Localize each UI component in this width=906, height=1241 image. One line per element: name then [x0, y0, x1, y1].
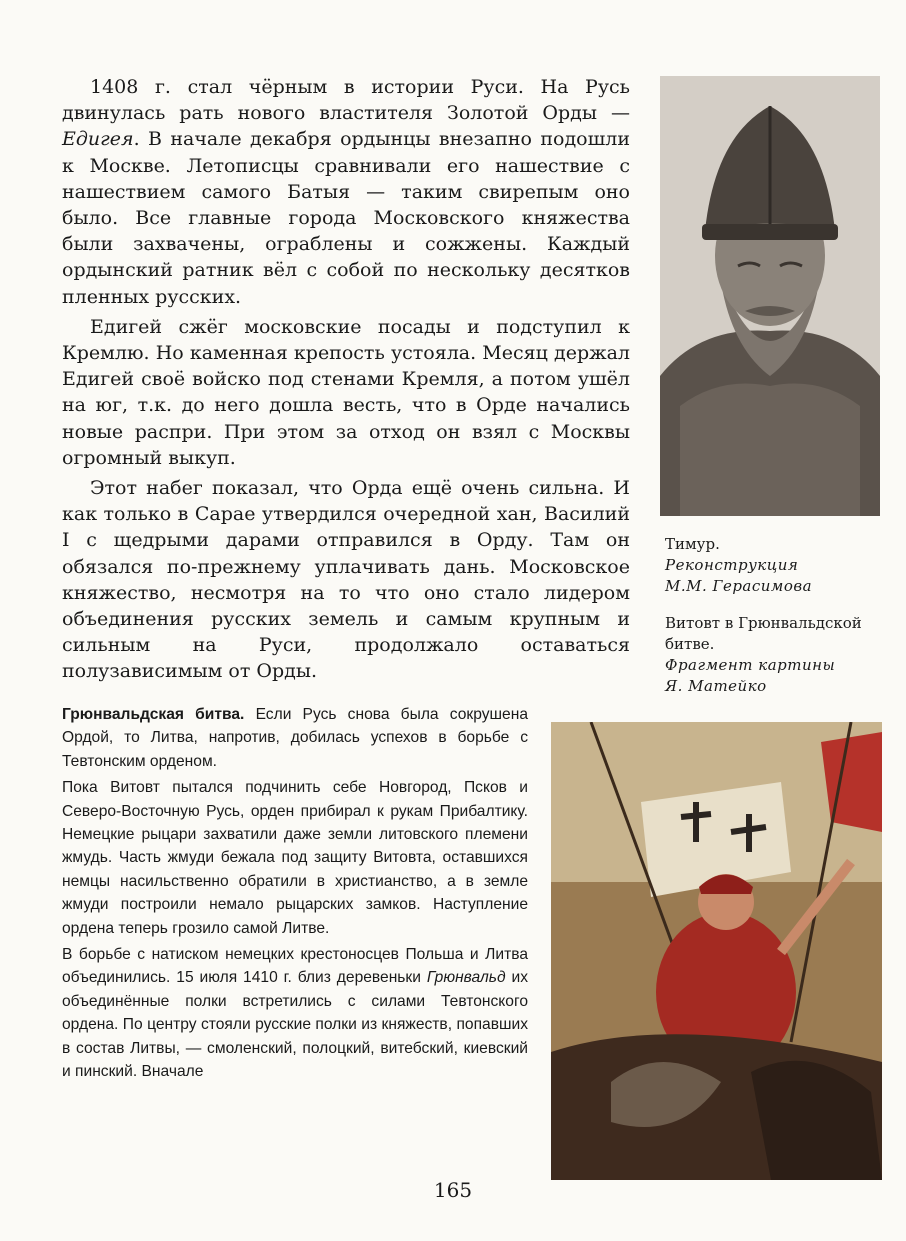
- paragraph-3: Этот набег показал, что Орда ещё очень сильна. И как только в Сарае утвердился очередной хан, Василий I с щедрыми дарами отправился в Орду. Там он обязался по-прежнему уплачивать дань. Московское княжество, несмотря на то что оно стало лидером объединения русских земель и самым крупным и сильным на Руси, продолжало оставаться полузависимым от Орды.: [62, 477, 630, 683]
- section-paragraph-3: В борьбе с натиском немецких крестоносцев Польша и Литва объединились. 15 июля 1410 г. близ деревеньки Грюнвальд их объединённые полки встретились с силами Тевтонского ордена. По центру стояли русские полки из княжеств, попавших в состав Литвы, — смоленский, полоцкий, витебский, киевский и пинский. Вначале: [62, 946, 529, 1081]
- grunwald-name: Грюнвальд: [426, 969, 506, 987]
- section-paragraph-1: Грюнвальдская битва. Если Русь снова была сокрушена Ордой, то Литва, напротив, добилась успехов в борьбе с Тевтонским орденом.: [62, 706, 528, 770]
- image-captions: [665, 534, 900, 713]
- main-text-column: [62, 74, 630, 689]
- paragraph-2: Едигей сжёг московские посады и подступил к Кремлю. Но каменная крепость устояла. Месяц держал Едигей своё войско под стенами Кремля, а потом ушёл на юг, т.к. до него дошла весть, что в Орде начались новые распри. При этом за отход он взял с Москвы огромный выкуп.: [62, 315, 630, 469]
- timur-caption: Тимур. Реконструкция М.М. Герасимова: [665, 535, 813, 595]
- grunwald-section: [62, 703, 528, 1087]
- paragraph-1: 1408 г. стал чёрным в истории Руси. На Русь двинулась рать нового властителя Золотой Орды — Едигея. В начале декабря ордынцы внезапно подошли к Москве. Летописцы сравнивали его нашествие с нашествием самого Батыя — таким свирепым оно было. Все главные города Московского княжества были захвачены, ограблены и сожжены. Каждый ордынский ратник вёл с собой по нескольку десятков пленных русских.: [62, 76, 630, 308]
- edigei-name: Едигея: [62, 128, 134, 151]
- vitovt-caption: Витовт в Грюнвальдской битве. Фрагмент картины Я. Матейко: [665, 614, 862, 695]
- battle-painting-image: [551, 722, 882, 1180]
- timur-bust-image: [660, 76, 880, 516]
- page-number: 165: [433, 1178, 473, 1202]
- section-heading: Грюнвальдская битва.: [62, 706, 245, 723]
- section-paragraph-2: Пока Витовт пытался подчинить себе Новгород, Псков и Северо-Восточную Русь, орден прибирал к рукам Прибалтику. Немецкие рыцари захватили даже земли литовского племени жмудь. Часть жмуди бежала под защиту Витовта, оставшихся немцы насильственно обратили в христианство, а в земле жмуди построили немало рыцарских замков. Наступление ордена теперь грозило самой Литве.: [62, 779, 528, 937]
